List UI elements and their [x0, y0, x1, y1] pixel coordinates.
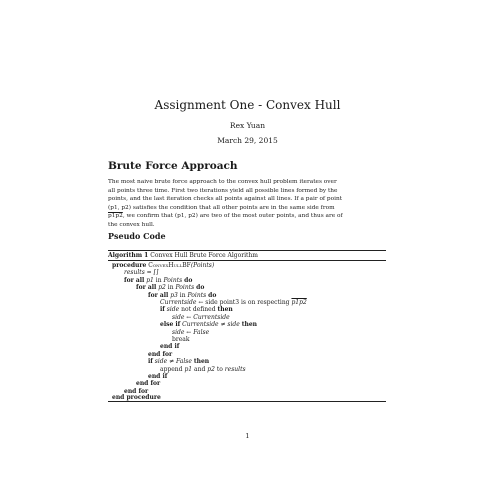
document-date: March 29, 2015 — [217, 136, 278, 145]
text: not defined — [181, 306, 216, 314]
keyword: for all — [124, 276, 145, 284]
keyword: for all — [148, 291, 169, 299]
algorithm-line — [148, 292, 216, 299]
line-segment-notation: p1p2 — [108, 213, 123, 220]
variable: p1 — [146, 276, 154, 284]
text: in — [179, 291, 186, 299]
algorithm-line: end procedure — [112, 393, 161, 401]
algorithm-line — [124, 277, 192, 284]
text: and — [194, 365, 206, 373]
paragraph-line: the convex hull. — [108, 221, 155, 228]
algorithm-line: end for — [148, 350, 173, 358]
variable: p2 — [207, 365, 215, 373]
keyword: do — [184, 276, 193, 284]
text: in — [155, 276, 162, 284]
algorithm-line — [148, 358, 209, 365]
variable: results — [224, 365, 246, 373]
variable: Currentside — [160, 299, 197, 306]
keyword: if — [160, 306, 165, 314]
section-heading: Brute Force Approach — [108, 160, 238, 172]
text: ← side point3 is on respecting — [198, 299, 290, 306]
paragraph-line: The most naive brute force approach to the convex hull problem iterates over — [108, 179, 337, 185]
keyword: then — [193, 358, 210, 366]
keyword: do — [208, 291, 217, 299]
line-segment-notation: p1p2 — [291, 299, 307, 306]
algorithm-line — [160, 299, 307, 306]
algorithm-line — [160, 321, 257, 328]
paragraph-text: , we confirm that (p1, p2) are two of the most outer points, and thus are of — [122, 213, 343, 220]
algorithm-line — [160, 366, 246, 373]
variable: side — [166, 306, 180, 314]
condition: Currentside ≠ side — [182, 321, 240, 329]
text: append — [160, 365, 183, 373]
algorithm-line: end if — [160, 343, 180, 351]
subsection-heading: Pseudo Code — [108, 231, 166, 241]
variable: p3 — [170, 291, 178, 299]
procedure-args: (Points) — [190, 262, 215, 269]
algorithm-line: side ← Currentside — [172, 313, 230, 321]
keyword: else if — [160, 321, 181, 329]
text: to — [216, 365, 223, 373]
algorithm-line: break — [172, 336, 190, 343]
paragraph-line: all points three time. First two iterations yield all possible lines formed by the — [108, 187, 338, 194]
paragraph-line: points, and the last iteration checks all points against all lines. If a pair of point — [108, 196, 343, 203]
algorithm-block — [108, 250, 386, 402]
variable: Points — [187, 291, 207, 299]
algorithm-line: end for — [124, 387, 149, 395]
keyword: procedure — [112, 262, 147, 269]
algorithm-caption-text: Convex Hull Brute Force Algorithm — [150, 252, 258, 259]
keyword: for all — [136, 284, 157, 292]
author-name: Rex Yuan — [229, 121, 266, 130]
algorithm-label: Algorithm 1 — [108, 252, 149, 259]
algorithm-caption-rule — [108, 260, 386, 261]
algorithm-line: side ← False — [172, 328, 210, 336]
algorithm-line: end for — [136, 380, 161, 388]
section-paragraph — [108, 178, 386, 230]
algorithm-line: end if — [148, 373, 168, 380]
document-title: Assignment One - Convex Hull — [154, 98, 341, 112]
variable: Points — [163, 276, 183, 284]
keyword: then — [217, 306, 233, 314]
algorithm-caption — [108, 252, 258, 259]
keyword: if — [148, 358, 153, 366]
algorithm-line — [160, 306, 233, 313]
variable: Points — [175, 284, 195, 292]
paragraph-line: (p1, p2) satisfies the condition that all other points are in the same side from — [108, 204, 335, 211]
algorithm-line — [136, 284, 204, 291]
text: in — [167, 284, 174, 292]
algorithm-bottom-rule — [108, 401, 386, 402]
page-number: 1 — [245, 432, 250, 440]
condition: side ≠ False — [154, 358, 192, 366]
procedure-name: ConvexHullBF — [148, 262, 191, 269]
variable: p1 — [184, 365, 193, 373]
algorithm-line — [112, 262, 214, 269]
algorithm-top-rule — [108, 250, 386, 251]
variable: p2 — [158, 284, 166, 292]
keyword: do — [196, 284, 205, 292]
algorithm-line: results = [] — [124, 269, 159, 277]
paragraph-line — [108, 212, 386, 221]
keyword: then — [241, 321, 258, 329]
